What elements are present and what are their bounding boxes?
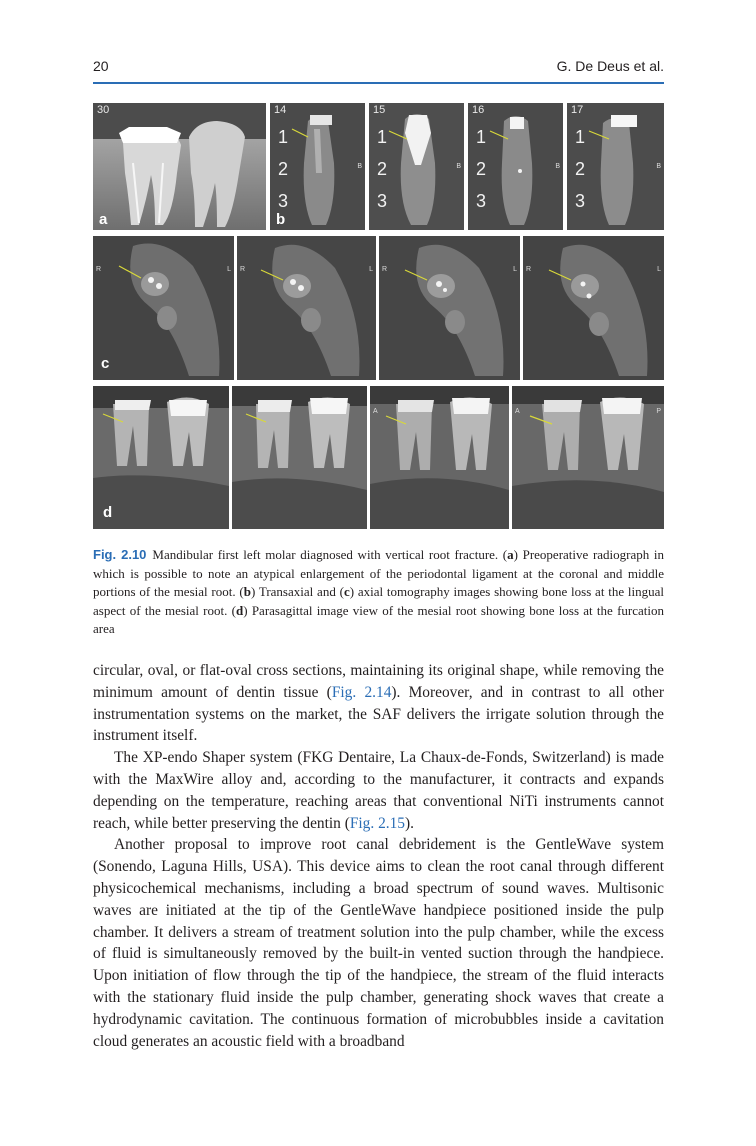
- side-mark-l: L: [227, 266, 231, 273]
- page-number: 20: [93, 58, 109, 74]
- panel-a-corner-number: 30: [97, 104, 110, 116]
- panel-a-radiograph: [93, 103, 266, 230]
- side-mark-l: L: [369, 266, 373, 273]
- axial-image: [237, 236, 376, 380]
- panel-c-axial-3: [379, 236, 520, 380]
- figure-reference-link[interactable]: Fig. 2.14: [331, 683, 392, 701]
- side-mark-l: L: [513, 266, 517, 273]
- parasagittal-image: [512, 386, 664, 529]
- panel-b-slice-16: [468, 103, 563, 230]
- panel-d-parasagittal-1: [93, 386, 229, 529]
- panel-d-parasagittal-2: [232, 386, 367, 529]
- side-mark-a: A: [515, 408, 520, 415]
- panel-b-slice-14: [270, 103, 365, 230]
- body-text: [93, 660, 664, 1052]
- level-scale: 1 2 3: [476, 127, 487, 211]
- side-mark-p: P: [656, 408, 661, 415]
- level-scale: 1 2 3: [575, 127, 586, 211]
- slice-number: 15: [373, 104, 386, 116]
- panel-c-axial-1: [93, 236, 234, 380]
- side-mark-a: A: [373, 408, 378, 415]
- panel-a-label: a: [99, 211, 108, 228]
- panel-d-label: d: [103, 504, 113, 521]
- side-mark-b: B: [656, 163, 661, 170]
- parasagittal-image: [93, 386, 229, 529]
- page-header: [93, 58, 664, 80]
- panel-d-parasagittal-4: [512, 386, 664, 529]
- side-mark-b: B: [555, 163, 560, 170]
- panel-c-axial-2: [237, 236, 376, 380]
- level-scale: 1 2 3: [278, 127, 289, 211]
- side-mark-b: B: [357, 163, 362, 170]
- paragraph: The XP-endo Shaper system (FKG Dentaire, La Chaux-de-Fonds, Switzerland) is made with the MaxWire alloy and, according to the manufacturer, it contracts and expands depending on the temperature, reaching areas that conventional NiTi instruments cannot reach, while better preserving the dentin (Fig. 2.15).: [93, 749, 664, 832]
- slice-number: 17: [571, 104, 584, 116]
- figure-caption: Fig. 2.10 Mandibular first left molar diagnosed with vertical root fracture. (a) Preoperative radiograph in which is possible to note an atypical enlargement of the periodontal ligament at the coronal and middle portions of the mesial root. (b) Transaxial and (c) axial tomography images showing bone loss at the lingual aspect of the mesial root. (d) Parasagittal image view of the mesial root showing bone loss at the furcation area: [93, 547, 664, 636]
- axial-image: [523, 236, 664, 380]
- panel-b-slice-17: [567, 103, 664, 230]
- side-mark-r: R: [96, 266, 102, 273]
- slice-number: 16: [472, 104, 485, 116]
- side-mark-r: R: [382, 266, 388, 273]
- panel-d-parasagittal-3: [370, 386, 509, 529]
- header-rule: [93, 82, 664, 84]
- figure-label: Fig. 2.10: [93, 547, 147, 562]
- running-head: G. De Deus et al.: [556, 58, 664, 74]
- axial-image: [379, 236, 520, 380]
- side-mark-b: B: [456, 163, 461, 170]
- side-mark-l: L: [657, 266, 661, 273]
- figure-2-10: [93, 103, 664, 529]
- panel-c-axial-4: [523, 236, 664, 380]
- slice-number: 14: [274, 104, 287, 116]
- paragraph: circular, oval, or flat-oval cross sections, maintaining its original shape, while removing the minimum amount of dentin tissue (Fig. 2.14). Moreover, and in contrast to all other instrumentation systems on the market, the SAF delivers the irrigate solution through the instrument itself.: [93, 662, 664, 745]
- paragraph: Another proposal to improve root canal debridement is the GentleWave system (Sonendo, Laguna Hills, USA). This device aims to clean the root canal through different physicochemical mechanisms, including a broad spectrum of sound waves. Multisonic waves are initiated at the tip of the GentleWave handpiece positioned inside the pulp chamber. It delivers a stream of treatment solution into the pulp chamber, while the excess of fluid is simultaneously removed by the built-in vented suction through the handpiece. Upon initiation of flow through the tip of the handpiece, the stream of the fluid interacts with the stationary fluid inside the pulp chamber, generating shock waves that create a hydrodynamic cavitation. The continuous formation of microbubbles inside a cavitation cloud generates an acoustic field with a broadband: [93, 836, 664, 1050]
- side-mark-r: R: [240, 266, 246, 273]
- axial-image: [93, 236, 234, 380]
- panel-b-slice-15: [369, 103, 464, 230]
- figure-reference-link[interactable]: Fig. 2.15: [349, 814, 406, 832]
- level-scale: 1 2 3: [377, 127, 388, 211]
- side-mark-r: R: [526, 266, 532, 273]
- radiograph-image: [93, 103, 266, 230]
- parasagittal-image: [370, 386, 509, 529]
- parasagittal-image: [232, 386, 367, 529]
- panel-b-label: b: [276, 211, 286, 228]
- panel-c-label: c: [101, 355, 110, 372]
